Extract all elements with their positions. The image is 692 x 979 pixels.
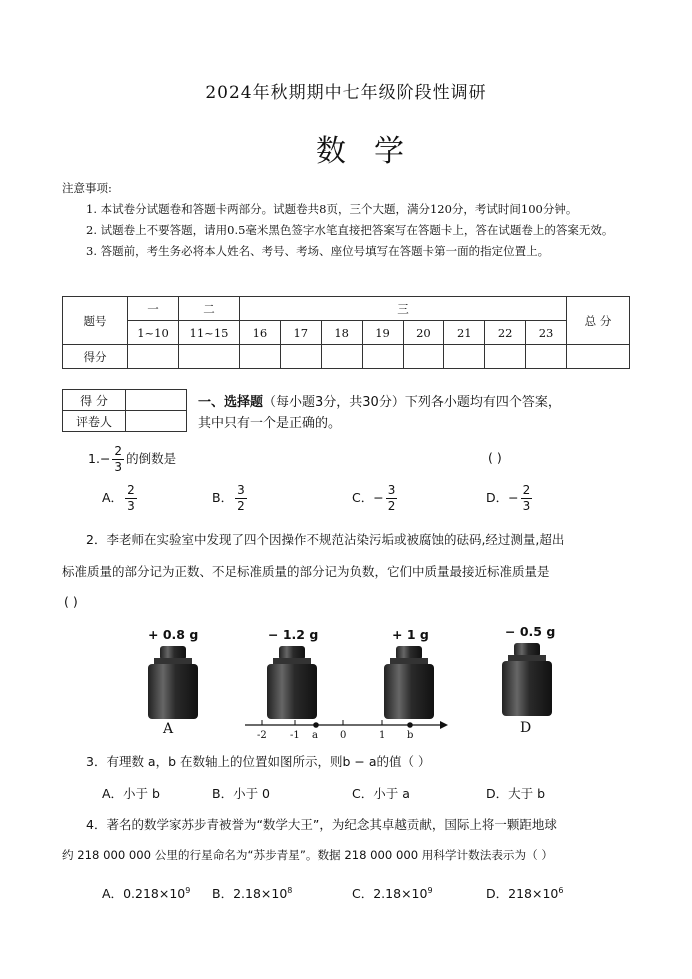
total-header: 总 分 [567, 297, 630, 345]
weight-b [267, 646, 317, 719]
q3-option-b[interactable]: B．小于 0 [212, 786, 271, 801]
row-label-number: 题号 [63, 297, 128, 345]
q3-option-c[interactable]: C．小于 a [352, 786, 410, 801]
q1-number: 1. [88, 451, 100, 466]
q2-answer-paren: ( ) [64, 594, 78, 609]
q1-fraction: $\frac{2}{3}$ [114, 444, 123, 474]
q1-option-c[interactable]: C．− $\frac{3}{2}$ [352, 483, 396, 513]
weight-a-label: + 0.8 g [148, 627, 199, 642]
q3-option-d[interactable]: D．大于 b [486, 786, 546, 801]
section-header: 一 [128, 297, 179, 321]
q3-option-a[interactable]: A．小于 b [102, 786, 160, 801]
tick-label: a [312, 730, 318, 741]
q1-text: 的倒数是 [126, 451, 177, 466]
tick-label: -1 [290, 730, 300, 741]
weight-c [384, 646, 434, 719]
section-header: 三 [240, 297, 567, 321]
weight-c-label: + 1 g [392, 627, 429, 642]
q4-option-b[interactable]: B．$2.18\times 10^8$ [212, 885, 293, 901]
note-item: 1. 本试卷分试题卷和答题卡两部分。试题卷共8页，三个大题，满分120分，考试时间100分钟。 [86, 202, 578, 216]
section1-heading: 一、选择题 [198, 395, 264, 410]
range-cell: 11~15 [179, 321, 240, 345]
row-label-score: 得分 [63, 345, 128, 369]
exam-title: 2024年秋期期中七年级阶段性调研 [205, 83, 487, 103]
range-cell: 19 [362, 321, 403, 345]
weight-d-label: − 0.5 g [505, 624, 556, 639]
range-cell: 21 [444, 321, 485, 345]
q1-option-b[interactable]: B． $\frac{3}{2}$ [212, 483, 245, 513]
section-header: 二 [179, 297, 240, 321]
section1-text: （每小题3分，共30分）下列各小题均有四个答案， [263, 395, 561, 410]
range-cell: 20 [403, 321, 444, 345]
tick-label: b [407, 730, 414, 741]
tick-label: 0 [340, 730, 347, 741]
weight-a [148, 646, 198, 719]
q1-option-d[interactable]: D．− $\frac{2}{3}$ [486, 483, 531, 513]
range-cell: 17 [280, 321, 321, 345]
grader-name-label: 评卷人 [63, 411, 126, 432]
section1-text: 其中只有一个是正确的。 [198, 416, 342, 431]
q2-line2: 标准质量的部分记为正数、不足标准质量的部分记为负数，它们中质量最接近标准质量是 [62, 564, 550, 579]
weight-d [502, 643, 552, 716]
subject-title: 数学 [316, 134, 432, 169]
range-cell: 22 [485, 321, 526, 345]
q4-line2: 约 218 000 000 公里的行星命名为“苏步青星”。数据 218 000 000 用科学计数法表示为（ ） [62, 848, 553, 862]
point-a [313, 722, 319, 728]
tick-label: -2 [257, 730, 267, 741]
range-cell: 18 [321, 321, 362, 345]
q4-option-a[interactable]: A．$0.218\times 10^9$ [102, 885, 191, 901]
q1-answer-paren: ( ) [488, 450, 502, 465]
weight-b-label: − 1.2 g [268, 627, 319, 642]
q1-sign: − [99, 451, 111, 466]
range-cell: 16 [240, 321, 281, 345]
grader-score-label: 得 分 [63, 390, 126, 411]
q4-option-c[interactable]: C．$2.18\times 10^9$ [352, 885, 433, 901]
q4-option-d[interactable]: D．$218\times 10^6$ [486, 885, 564, 901]
range-cell: 23 [526, 321, 567, 345]
q1-option-a[interactable]: A． $\frac{2}{3}$ [102, 483, 135, 513]
notes-heading: 注意事项: [62, 181, 112, 195]
q2-line1: 2．李老师在实验室中发现了四个因操作不规范沾染污垢或被腐蚀的砝码,经过测量,超出 [86, 532, 565, 547]
weight-d-letter: D [520, 720, 532, 736]
note-item: 3. 答题前，考生务必将本人姓名、考号、考场、座位号填写在答题卡第一面的指定位置上。 [86, 244, 550, 258]
weight-a-letter: A [163, 721, 174, 737]
range-cell: 1~10 [128, 321, 179, 345]
point-b [407, 722, 413, 728]
note-item: 2. 试题卷上不要答题，请用0.5毫米黑色签字水笔直接把答案写在答题卡上，答在试题卷上的答案无效。 [86, 223, 614, 237]
q3-stem: 3．有理数 a，b 在数轴上的位置如图所示，则b − a的值（ ） [86, 754, 431, 769]
number-line [245, 720, 448, 729]
q4-line1: 4．著名的数学家苏步青被誉为“数学大王”，为纪念其卓越贡献，国际上将一颗距地球 [86, 817, 557, 832]
tick-label: 1 [379, 730, 386, 741]
